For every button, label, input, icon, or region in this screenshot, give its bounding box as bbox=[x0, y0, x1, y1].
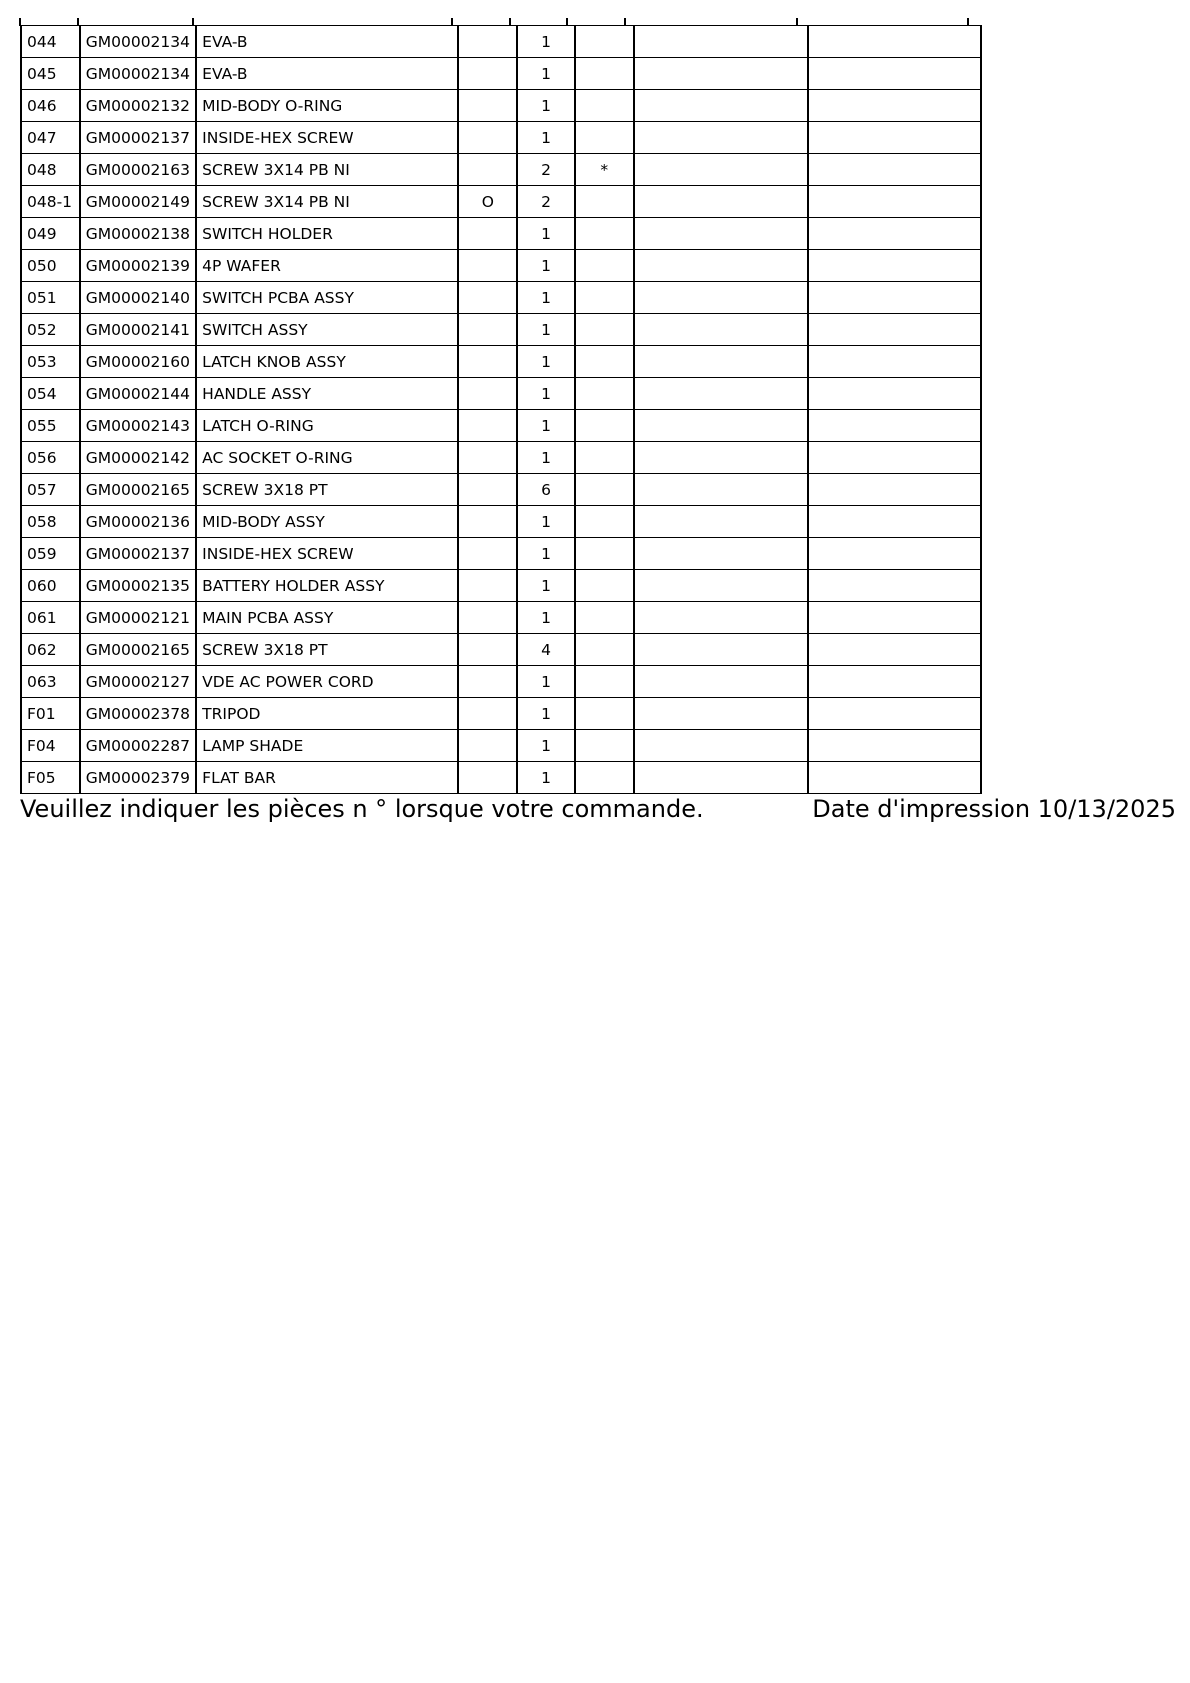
blank-cell bbox=[808, 698, 981, 730]
part-quantity-cell: 1 bbox=[517, 506, 575, 538]
blank-cell bbox=[808, 538, 981, 570]
part-option-cell bbox=[458, 474, 517, 506]
blank-cell bbox=[634, 154, 808, 186]
part-option-cell bbox=[458, 698, 517, 730]
blank-cell bbox=[634, 538, 808, 570]
order-note: Veuillez indiquer les pièces n ° lorsque votre commande. bbox=[20, 795, 704, 823]
blank-cell bbox=[808, 26, 981, 58]
part-code-cell: GM00002163 bbox=[80, 154, 196, 186]
blank-cell bbox=[634, 218, 808, 250]
part-quantity-cell: 2 bbox=[517, 154, 575, 186]
part-code-cell: GM00002134 bbox=[80, 58, 196, 90]
blank-cell bbox=[634, 730, 808, 762]
part-code-cell: GM00002141 bbox=[80, 314, 196, 346]
part-quantity-cell: 1 bbox=[517, 218, 575, 250]
part-quantity-cell: 4 bbox=[517, 634, 575, 666]
blank-cell bbox=[808, 122, 981, 154]
part-number-cell: 052 bbox=[21, 314, 80, 346]
part-number-cell: 051 bbox=[21, 282, 80, 314]
blank-cell bbox=[634, 506, 808, 538]
part-mark-cell bbox=[575, 474, 634, 506]
part-quantity-cell: 1 bbox=[517, 602, 575, 634]
part-mark-cell bbox=[575, 442, 634, 474]
part-description-cell: MAIN PCBA ASSY bbox=[196, 602, 458, 634]
part-option-cell bbox=[458, 570, 517, 602]
part-mark-cell bbox=[575, 602, 634, 634]
part-option-cell bbox=[458, 314, 517, 346]
part-code-cell: GM00002138 bbox=[80, 218, 196, 250]
part-number-cell: F01 bbox=[21, 698, 80, 730]
part-code-cell: GM00002144 bbox=[80, 378, 196, 410]
part-quantity-cell: 1 bbox=[517, 762, 575, 794]
part-mark-cell bbox=[575, 698, 634, 730]
table-row bbox=[21, 58, 981, 90]
blank-cell bbox=[634, 314, 808, 346]
part-quantity-cell: 1 bbox=[517, 346, 575, 378]
part-quantity-cell: 1 bbox=[517, 730, 575, 762]
part-number-cell: 054 bbox=[21, 378, 80, 410]
blank-cell bbox=[634, 570, 808, 602]
table-row bbox=[21, 282, 981, 314]
table-row bbox=[21, 762, 981, 794]
part-mark-cell bbox=[575, 26, 634, 58]
part-option-cell bbox=[458, 634, 517, 666]
part-description-cell: SWITCH PCBA ASSY bbox=[196, 282, 458, 314]
part-number-cell: 062 bbox=[21, 634, 80, 666]
part-code-cell: GM00002137 bbox=[80, 122, 196, 154]
parts-table bbox=[20, 25, 982, 794]
part-number-cell: 058 bbox=[21, 506, 80, 538]
part-number-cell: F05 bbox=[21, 762, 80, 794]
part-option-cell bbox=[458, 730, 517, 762]
part-code-cell: GM00002127 bbox=[80, 666, 196, 698]
part-code-cell: GM00002160 bbox=[80, 346, 196, 378]
parts-table-body bbox=[21, 26, 981, 794]
blank-cell bbox=[808, 154, 981, 186]
part-code-cell: GM00002139 bbox=[80, 250, 196, 282]
blank-cell bbox=[634, 474, 808, 506]
part-quantity-cell: 1 bbox=[517, 570, 575, 602]
part-option-cell bbox=[458, 218, 517, 250]
part-code-cell: GM00002121 bbox=[80, 602, 196, 634]
blank-cell bbox=[634, 378, 808, 410]
blank-cell bbox=[634, 90, 808, 122]
part-option-cell bbox=[458, 122, 517, 154]
part-description-cell: FLAT BAR bbox=[196, 762, 458, 794]
part-quantity-cell: 2 bbox=[517, 186, 575, 218]
part-option-cell bbox=[458, 90, 517, 122]
blank-cell bbox=[808, 410, 981, 442]
part-code-cell: GM00002142 bbox=[80, 442, 196, 474]
blank-cell bbox=[808, 762, 981, 794]
part-quantity-cell: 6 bbox=[517, 474, 575, 506]
part-mark-cell bbox=[575, 314, 634, 346]
blank-cell bbox=[808, 218, 981, 250]
blank-cell bbox=[634, 58, 808, 90]
part-option-cell bbox=[458, 506, 517, 538]
part-code-cell: GM00002134 bbox=[80, 26, 196, 58]
table-row bbox=[21, 634, 981, 666]
part-option-cell bbox=[458, 154, 517, 186]
part-option-cell bbox=[458, 602, 517, 634]
part-description-cell: VDE AC POWER CORD bbox=[196, 666, 458, 698]
part-mark-cell bbox=[575, 346, 634, 378]
part-quantity-cell: 1 bbox=[517, 442, 575, 474]
part-number-cell: 061 bbox=[21, 602, 80, 634]
blank-cell bbox=[634, 698, 808, 730]
table-row bbox=[21, 570, 981, 602]
blank-cell bbox=[634, 186, 808, 218]
part-number-cell: 057 bbox=[21, 474, 80, 506]
part-description-cell: MID-BODY O-RING bbox=[196, 90, 458, 122]
table-row bbox=[21, 250, 981, 282]
part-code-cell: GM00002135 bbox=[80, 570, 196, 602]
table-row bbox=[21, 314, 981, 346]
part-option-cell bbox=[458, 58, 517, 90]
blank-cell bbox=[808, 602, 981, 634]
print-date: Date d'impression 10/13/2025 bbox=[812, 795, 1176, 823]
part-number-cell: 045 bbox=[21, 58, 80, 90]
part-description-cell: AC SOCKET O-RING bbox=[196, 442, 458, 474]
part-code-cell: GM00002287 bbox=[80, 730, 196, 762]
part-mark-cell bbox=[575, 506, 634, 538]
table-row bbox=[21, 218, 981, 250]
part-description-cell: SWITCH ASSY bbox=[196, 314, 458, 346]
part-option-cell bbox=[458, 442, 517, 474]
blank-cell bbox=[808, 250, 981, 282]
blank-cell bbox=[808, 570, 981, 602]
part-number-cell: 063 bbox=[21, 666, 80, 698]
table-row bbox=[21, 538, 981, 570]
blank-cell bbox=[634, 250, 808, 282]
part-number-cell: 048 bbox=[21, 154, 80, 186]
part-quantity-cell: 1 bbox=[517, 282, 575, 314]
part-quantity-cell: 1 bbox=[517, 90, 575, 122]
blank-cell bbox=[808, 378, 981, 410]
part-number-cell: 055 bbox=[21, 410, 80, 442]
blank-cell bbox=[634, 602, 808, 634]
part-mark-cell bbox=[575, 250, 634, 282]
part-code-cell: GM00002132 bbox=[80, 90, 196, 122]
part-option-cell bbox=[458, 282, 517, 314]
part-description-cell: SCREW 3X18 PT bbox=[196, 474, 458, 506]
blank-cell bbox=[634, 762, 808, 794]
part-number-cell: 048-1 bbox=[21, 186, 80, 218]
part-code-cell: GM00002165 bbox=[80, 474, 196, 506]
part-description-cell: HANDLE ASSY bbox=[196, 378, 458, 410]
blank-cell bbox=[634, 282, 808, 314]
part-description-cell: INSIDE-HEX SCREW bbox=[196, 538, 458, 570]
table-row bbox=[21, 346, 981, 378]
blank-cell bbox=[634, 410, 808, 442]
part-mark-cell bbox=[575, 90, 634, 122]
part-number-cell: 059 bbox=[21, 538, 80, 570]
part-description-cell: SCREW 3X14 PB NI bbox=[196, 186, 458, 218]
part-description-cell: LATCH O-RING bbox=[196, 410, 458, 442]
table-row bbox=[21, 378, 981, 410]
table-row bbox=[21, 442, 981, 474]
part-code-cell: GM00002149 bbox=[80, 186, 196, 218]
blank-cell bbox=[634, 26, 808, 58]
part-mark-cell bbox=[575, 282, 634, 314]
part-quantity-cell: 1 bbox=[517, 26, 575, 58]
part-description-cell: LAMP SHADE bbox=[196, 730, 458, 762]
part-number-cell: F04 bbox=[21, 730, 80, 762]
part-option-cell bbox=[458, 250, 517, 282]
blank-cell bbox=[634, 442, 808, 474]
part-mark-cell bbox=[575, 730, 634, 762]
blank-cell bbox=[808, 282, 981, 314]
part-description-cell: SCREW 3X14 PB NI bbox=[196, 154, 458, 186]
blank-cell bbox=[634, 634, 808, 666]
table-row bbox=[21, 122, 981, 154]
part-quantity-cell: 1 bbox=[517, 698, 575, 730]
blank-cell bbox=[808, 666, 981, 698]
blank-cell bbox=[808, 90, 981, 122]
part-option-cell bbox=[458, 378, 517, 410]
part-mark-cell bbox=[575, 538, 634, 570]
part-number-cell: 047 bbox=[21, 122, 80, 154]
part-code-cell: GM00002378 bbox=[80, 698, 196, 730]
table-row bbox=[21, 90, 981, 122]
part-option-cell bbox=[458, 26, 517, 58]
table-row bbox=[21, 602, 981, 634]
part-description-cell: BATTERY HOLDER ASSY bbox=[196, 570, 458, 602]
table-row bbox=[21, 698, 981, 730]
part-number-cell: 044 bbox=[21, 26, 80, 58]
part-quantity-cell: 1 bbox=[517, 410, 575, 442]
part-number-cell: 049 bbox=[21, 218, 80, 250]
table-row bbox=[21, 410, 981, 442]
table-row bbox=[21, 26, 981, 58]
part-quantity-cell: 1 bbox=[517, 58, 575, 90]
part-mark-cell bbox=[575, 186, 634, 218]
blank-cell bbox=[808, 314, 981, 346]
blank-cell bbox=[808, 506, 981, 538]
part-description-cell: TRIPOD bbox=[196, 698, 458, 730]
blank-cell bbox=[808, 442, 981, 474]
blank-cell bbox=[634, 666, 808, 698]
table-row bbox=[21, 506, 981, 538]
part-description-cell: EVA-B bbox=[196, 58, 458, 90]
table-row bbox=[21, 730, 981, 762]
part-option-cell: O bbox=[458, 186, 517, 218]
part-option-cell bbox=[458, 666, 517, 698]
part-mark-cell bbox=[575, 762, 634, 794]
blank-cell bbox=[808, 346, 981, 378]
part-mark-cell bbox=[575, 218, 634, 250]
blank-cell bbox=[808, 730, 981, 762]
part-code-cell: GM00002137 bbox=[80, 538, 196, 570]
part-number-cell: 060 bbox=[21, 570, 80, 602]
blank-cell bbox=[808, 474, 981, 506]
part-mark-cell bbox=[575, 122, 634, 154]
part-quantity-cell: 1 bbox=[517, 250, 575, 282]
blank-cell bbox=[634, 122, 808, 154]
table-row bbox=[21, 154, 981, 186]
part-quantity-cell: 1 bbox=[517, 666, 575, 698]
part-mark-cell bbox=[575, 666, 634, 698]
part-mark-cell bbox=[575, 634, 634, 666]
part-code-cell: GM00002165 bbox=[80, 634, 196, 666]
part-mark-cell bbox=[575, 410, 634, 442]
part-quantity-cell: 1 bbox=[517, 122, 575, 154]
part-description-cell: EVA-B bbox=[196, 26, 458, 58]
part-description-cell: LATCH KNOB ASSY bbox=[196, 346, 458, 378]
table-row bbox=[21, 474, 981, 506]
blank-cell bbox=[808, 58, 981, 90]
part-mark-cell bbox=[575, 378, 634, 410]
blank-cell bbox=[808, 634, 981, 666]
part-description-cell: 4P WAFER bbox=[196, 250, 458, 282]
part-mark-cell: * bbox=[575, 154, 634, 186]
part-quantity-cell: 1 bbox=[517, 314, 575, 346]
part-quantity-cell: 1 bbox=[517, 378, 575, 410]
part-option-cell bbox=[458, 762, 517, 794]
part-description-cell: MID-BODY ASSY bbox=[196, 506, 458, 538]
part-number-cell: 050 bbox=[21, 250, 80, 282]
part-mark-cell bbox=[575, 570, 634, 602]
part-option-cell bbox=[458, 538, 517, 570]
part-quantity-cell: 1 bbox=[517, 538, 575, 570]
table-row bbox=[21, 666, 981, 698]
blank-cell bbox=[634, 346, 808, 378]
part-code-cell: GM00002140 bbox=[80, 282, 196, 314]
part-description-cell: SWITCH HOLDER bbox=[196, 218, 458, 250]
part-number-cell: 056 bbox=[21, 442, 80, 474]
part-option-cell bbox=[458, 410, 517, 442]
part-option-cell bbox=[458, 346, 517, 378]
part-description-cell: INSIDE-HEX SCREW bbox=[196, 122, 458, 154]
part-description-cell: SCREW 3X18 PT bbox=[196, 634, 458, 666]
part-number-cell: 046 bbox=[21, 90, 80, 122]
blank-cell bbox=[808, 186, 981, 218]
part-mark-cell bbox=[575, 58, 634, 90]
part-code-cell: GM00002379 bbox=[80, 762, 196, 794]
table-row bbox=[21, 186, 981, 218]
part-code-cell: GM00002143 bbox=[80, 410, 196, 442]
part-code-cell: GM00002136 bbox=[80, 506, 196, 538]
part-number-cell: 053 bbox=[21, 346, 80, 378]
